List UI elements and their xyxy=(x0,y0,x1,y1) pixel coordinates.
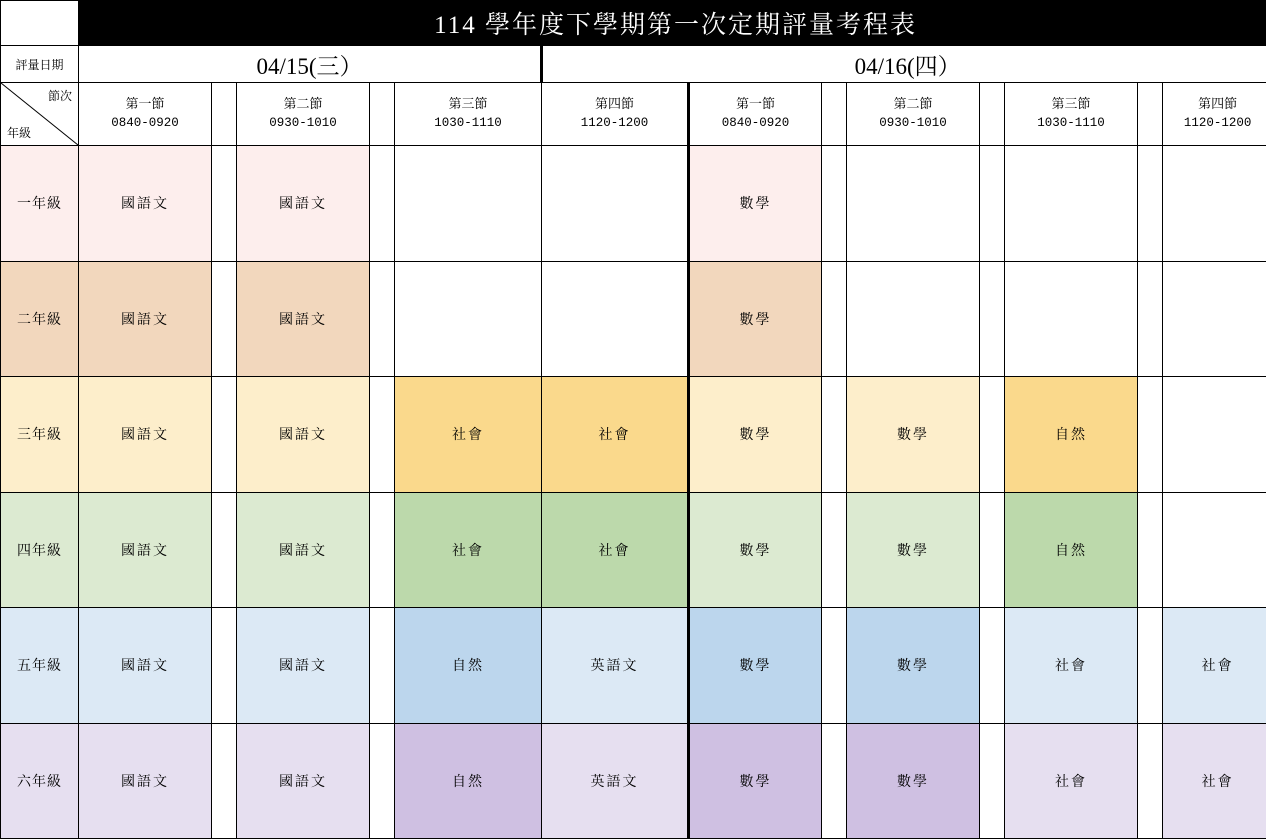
corner-period-label: 節次 xyxy=(47,89,72,103)
spacer-g2-a2 xyxy=(370,261,395,377)
grade-label-1: 一年級 xyxy=(1,146,79,262)
cell-g1-p4 xyxy=(542,146,689,262)
grade-row-1 xyxy=(1,146,1266,262)
spacer-g6-a2 xyxy=(370,723,395,839)
spacer-g2-b2 xyxy=(980,261,1005,377)
period-time: 0840-0920 xyxy=(111,116,179,131)
date-day-1: 04/15(三） xyxy=(79,46,542,83)
spacer-g4-a1 xyxy=(212,492,237,608)
period-header-6 xyxy=(847,83,980,146)
cell-g2-p1: 國語文 xyxy=(79,261,212,377)
spacer-col-b3 xyxy=(1138,83,1163,146)
period-name: 第三節 xyxy=(448,96,488,112)
cell-g1-p1: 國語文 xyxy=(79,146,212,262)
cell-g2-p6 xyxy=(847,261,980,377)
period-name: 第三節 xyxy=(1051,96,1091,112)
period-name: 第四節 xyxy=(1198,96,1238,112)
spacer-g4-b2 xyxy=(980,492,1005,608)
period-name: 第一節 xyxy=(735,96,775,112)
spacer-g6-b3 xyxy=(1138,723,1163,839)
cell-g5-p3: 自然 xyxy=(395,608,542,724)
cell-g4-p6: 數學 xyxy=(847,492,980,608)
date-label: 評量日期 xyxy=(1,46,79,83)
spacer-g2-b3 xyxy=(1138,261,1163,377)
cell-g6-p8: 社會 xyxy=(1163,723,1266,839)
period-header-3 xyxy=(395,83,542,146)
cell-g2-p4 xyxy=(542,261,689,377)
cell-g6-p3: 自然 xyxy=(395,723,542,839)
cell-g3-p2: 國語文 xyxy=(237,377,370,493)
spacer-g2-b1 xyxy=(822,261,847,377)
period-header-2 xyxy=(237,83,370,146)
period-time: 0930-1010 xyxy=(269,116,337,131)
spacer-g6-a1 xyxy=(212,723,237,839)
spacer-col-a2 xyxy=(370,83,395,146)
spacer-g3-b1 xyxy=(822,377,847,493)
period-time: 1120-1200 xyxy=(1183,116,1252,131)
cell-g6-p1: 國語文 xyxy=(79,723,212,839)
spacer-g4-b1 xyxy=(822,492,847,608)
cell-g2-p2: 國語文 xyxy=(237,261,370,377)
cell-g3-p3: 社會 xyxy=(395,377,542,493)
period-time: 1030-1110 xyxy=(434,116,502,131)
title-corner-blank xyxy=(1,1,79,46)
cell-g3-p1: 國語文 xyxy=(79,377,212,493)
title-row xyxy=(1,1,1266,46)
cell-g1-p5: 數學 xyxy=(689,146,822,262)
page-title: 114 學年度下學期第一次定期評量考程表 xyxy=(79,1,1266,46)
cell-g3-p4: 社會 xyxy=(542,377,689,493)
spacer-g3-b3 xyxy=(1138,377,1163,493)
period-time: 1120-1200 xyxy=(580,116,649,131)
grade-row-4 xyxy=(1,492,1266,608)
spacer-g6-b1 xyxy=(822,723,847,839)
period-header-7 xyxy=(1005,83,1138,146)
spacer-col-b2 xyxy=(980,83,1005,146)
cell-g1-p8 xyxy=(1163,146,1266,262)
cell-g4-p3: 社會 xyxy=(395,492,542,608)
cell-g6-p5: 數學 xyxy=(689,723,822,839)
spacer-g3-a2 xyxy=(370,377,395,493)
spacer-g2-a1 xyxy=(212,261,237,377)
period-header-4 xyxy=(542,83,689,146)
period-name: 第二節 xyxy=(283,96,323,112)
spacer-g1-a1 xyxy=(212,146,237,262)
spacer-g4-b3 xyxy=(1138,492,1163,608)
cell-g4-p5: 數學 xyxy=(689,492,822,608)
spacer-g6-b2 xyxy=(980,723,1005,839)
spacer-g5-b3 xyxy=(1138,608,1163,724)
period-time: 0930-1010 xyxy=(879,116,947,131)
cell-g5-p6: 數學 xyxy=(847,608,980,724)
grade-label-4: 四年級 xyxy=(1,492,79,608)
cell-g4-p7: 自然 xyxy=(1005,492,1138,608)
grade-row-5 xyxy=(1,608,1266,724)
cell-g5-p1: 國語文 xyxy=(79,608,212,724)
spacer-col-b1 xyxy=(822,83,847,146)
spacer-g5-a1 xyxy=(212,608,237,724)
grade-row-3 xyxy=(1,377,1266,493)
spacer-g1-a2 xyxy=(370,146,395,262)
cell-g5-p2: 國語文 xyxy=(237,608,370,724)
spacer-g5-b2 xyxy=(980,608,1005,724)
spacer-g3-b2 xyxy=(980,377,1005,493)
period-time: 0840-0920 xyxy=(721,116,790,131)
grade-period-corner xyxy=(1,83,79,146)
cell-g1-p3 xyxy=(395,146,542,262)
cell-g1-p6 xyxy=(847,146,980,262)
cell-g3-p7: 自然 xyxy=(1005,377,1138,493)
date-row xyxy=(1,46,1266,83)
spacer-g3-a1 xyxy=(212,377,237,493)
period-name: 第一節 xyxy=(125,96,165,112)
period-name: 第四節 xyxy=(594,96,634,112)
cell-g5-p5: 數學 xyxy=(689,608,822,724)
cell-g4-p8 xyxy=(1163,492,1266,608)
period-header-1 xyxy=(79,83,212,146)
cell-g6-p7: 社會 xyxy=(1005,723,1138,839)
grade-label-3: 三年級 xyxy=(1,377,79,493)
cell-g5-p4: 英語文 xyxy=(542,608,689,724)
spacer-g5-a2 xyxy=(370,608,395,724)
cell-g4-p2: 國語文 xyxy=(237,492,370,608)
period-name: 第二節 xyxy=(893,96,933,112)
cell-g3-p8 xyxy=(1163,377,1266,493)
cell-g4-p4: 社會 xyxy=(542,492,689,608)
spacer-col-a1 xyxy=(212,83,237,146)
period-header-5 xyxy=(689,83,822,146)
date-day-2: 04/16(四） xyxy=(542,46,1266,83)
period-header-8 xyxy=(1163,83,1266,146)
cell-g3-p5: 數學 xyxy=(689,377,822,493)
period-time: 1030-1110 xyxy=(1037,116,1105,131)
cell-g2-p5: 數學 xyxy=(689,261,822,377)
cell-g1-p7 xyxy=(1005,146,1138,262)
spacer-g5-b1 xyxy=(822,608,847,724)
grade-label-2: 二年級 xyxy=(1,261,79,377)
grade-row-6 xyxy=(1,723,1266,839)
period-header-row xyxy=(1,83,1266,146)
corner-grade-label: 年級 xyxy=(7,126,32,140)
spacer-g1-b1 xyxy=(822,146,847,262)
spacer-g4-a2 xyxy=(370,492,395,608)
cell-g5-p7: 社會 xyxy=(1005,608,1138,724)
cell-g5-p8: 社會 xyxy=(1163,608,1266,724)
grade-label-5: 五年級 xyxy=(1,608,79,724)
cell-g2-p7 xyxy=(1005,261,1138,377)
cell-g3-p6: 數學 xyxy=(847,377,980,493)
cell-g6-p6: 數學 xyxy=(847,723,980,839)
cell-g1-p2: 國語文 xyxy=(237,146,370,262)
cell-g2-p8 xyxy=(1163,261,1266,377)
grade-label-6: 六年級 xyxy=(1,723,79,839)
cell-g2-p3 xyxy=(395,261,542,377)
spacer-g1-b3 xyxy=(1138,146,1163,262)
cell-g6-p2: 國語文 xyxy=(237,723,370,839)
grade-row-2 xyxy=(1,261,1266,377)
spacer-g1-b2 xyxy=(980,146,1005,262)
cell-g4-p1: 國語文 xyxy=(79,492,212,608)
cell-g6-p4: 英語文 xyxy=(542,723,689,839)
